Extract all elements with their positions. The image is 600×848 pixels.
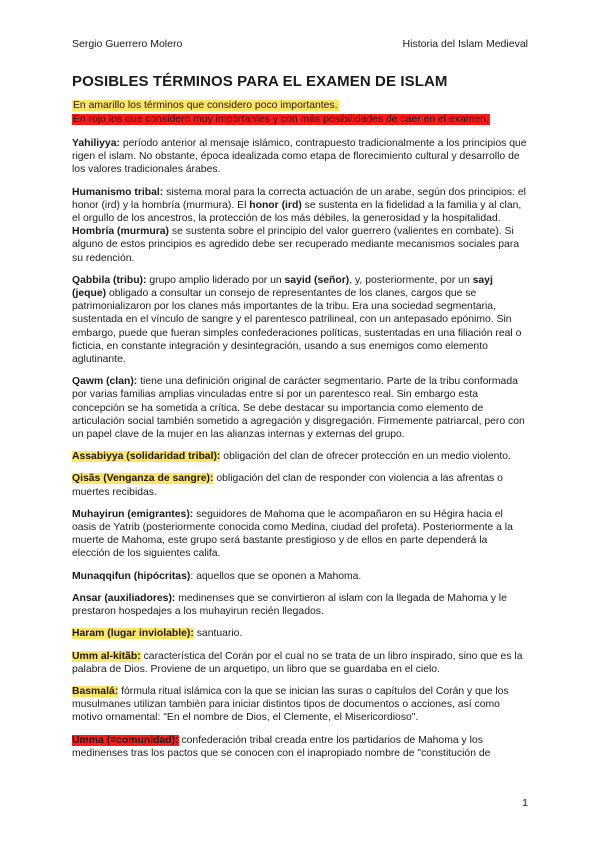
definition: tiene una definición original de carácter segmentario. Parte de la tribu conformada por varias familias amplias vinculadas entre sí por un parentesco real. Sin embargo esta concepción se ha sometida a crítica. Se debe destacar su importancia como elemento de articulación social también sometido a agregación y disgregación. Firmemente patriarcal, pero con un papel clave de la mujer en las alianzas internas y externas del grupo. — [72, 376, 525, 441]
definition: característica del Corán por el cual no se trata de un libro inspirado, sino que es la palabra de Dios. Proviene de un arquetipo, un libro que se guardaba en el cielo. — [72, 650, 523, 675]
document-body — [72, 99, 528, 769]
definition: santuario. — [193, 628, 243, 640]
entry-yahiliyya — [72, 137, 528, 177]
entry-umm-al-kitab — [72, 650, 528, 676]
term-highlight-yellow: Qisãs (Venganza de sangre): — [72, 473, 214, 485]
entry-qabbila — [72, 274, 528, 366]
definition: se sustenta en la fidelidad a la familia y al clan, el orgullo de los ancestros, la protección de los más débiles, la generosidad y la hospitalidad. — [72, 199, 522, 225]
page-title: POSIBLES TÉRMINOS PARA EL EXAMEN DE ISLAM — [72, 73, 448, 90]
definition: período anterior al mensaje islámico, contrapuesto tradicionalmente a los principios que rigen el islam. No obstante, época idealizada como etapa de florecimiento cultural y desarrollo de los valores tradicionales árabes. — [72, 138, 527, 176]
entry-haram — [72, 627, 528, 640]
entry-assabiyya — [72, 450, 528, 463]
definition: , y, posteriormente, por un — [349, 274, 473, 286]
entry-qisas — [72, 472, 528, 498]
entry-basmala — [72, 685, 528, 725]
term-highlight-yellow: Basmalá: — [72, 685, 119, 697]
page-number: 1 — [522, 797, 528, 809]
term: Ansar (auxiliadores): — [72, 592, 176, 604]
header-author: Sergio Guerrero Molero — [72, 38, 183, 50]
term: Muhayirun (emigrantes): — [72, 508, 194, 520]
definition: fórmula ritual islámica con la que se inician las suras o capítulos del Corán y que los musulmanes utilizan también para iniciar distintos tipos de documentos o acciones, así como motivo ornamental: "En el nombre de Dios, el Clemente, el Misericordioso". — [72, 685, 509, 724]
page-header — [72, 38, 528, 50]
definition: se sustenta sobre el principio del valor guerrero (valientes en combate). Si alguno de estos principios es agredido debe ser recuperado mediante mecanismos sociales para su redención. — [72, 226, 520, 264]
term: Humanismo tribal: — [72, 186, 164, 198]
definition: : aquellos que se oponen a Mahoma. — [190, 570, 362, 582]
legend-yellow: En amarillo los términos que considero poco importantes. — [73, 100, 338, 111]
definition: sistema moral para la correcta actuación de un arabe, según dos principios: el honor (ird) y la hombría (murmura). El — [72, 186, 526, 211]
term-highlight-yellow: Assabiyya (solidaridad tribal): — [72, 451, 221, 463]
entry-munaqqifun — [72, 570, 528, 583]
term-inline: Hombría (murmura) — [72, 226, 169, 238]
entry-ansar — [72, 592, 528, 618]
legend-red: En rojo los que considero muy importantes y con más posibilidades de caer en el examen. — [73, 114, 489, 125]
term-inline: honor (ird) — [249, 199, 302, 211]
term-inline: sayid (señor) — [284, 274, 350, 286]
header-course: Historia del Islam Medieval — [402, 38, 528, 50]
term-highlight-yellow: Umm al-kitãb: — [72, 650, 141, 662]
term: Munaqqifun (hipócritas) — [72, 570, 191, 582]
entry-humanismo-tribal — [72, 186, 528, 265]
term: Qabbila (tribu): — [72, 274, 147, 286]
term-inline: sayj (jeque) — [72, 274, 493, 300]
term: Qawm (clan): — [72, 376, 138, 388]
term-highlight-yellow: Haram (lugar inviolable): — [72, 628, 194, 640]
definition: obligación del clan de responder con violencia a las afrentas o muertes recibidas. — [72, 473, 503, 498]
entry-muhayirun — [72, 508, 528, 561]
definition: grupo amplio liderado por un — [146, 274, 285, 286]
definition: confederación tribal creada entre los partidarios de Mahoma y los medinenses tras los pactos que se conocen con el inapropiado nombre de "constitución de — [72, 734, 491, 759]
term-highlight-red: Umma (=comunidad): — [72, 734, 179, 746]
legend — [72, 99, 528, 127]
definition: obligado a consultar un consejo de representantes de los clanes, cargos que se patrimonializaron por los clanes más importantes de la tribu. Era una sociedad segmentaria, sustentada en el vínculo de sangre y el parentesco patrilineal, con un antepasado epónimo. Sin embargo, puede que fueran simples confederaciones políticas, sustentadas en una filiación real o ficticia, en constante integración y desintegración, usando a sus enemigos como elemento aglutinante. — [72, 288, 522, 366]
entry-umma — [72, 734, 528, 760]
definition: obligación del clan de ofrecer protección en un medio violento. — [220, 451, 511, 463]
entry-qawm — [72, 375, 528, 441]
definition: medinenses que se convirtieron al islam con la llegada de Mahoma y le prestaron hospedajes a los muhayirun recién llegados. — [72, 592, 507, 618]
term: Yahiliyya: — [72, 138, 120, 149]
definition: seguidores de Mahoma que le acompañaron en su Hégira hacia el oasis de Yatrib (posteriormente conocida como Medina, ciudad del profeta). Posteriormente a la muerte de Mahoma, este grupo será bastante prestigioso y de ellos en parte dependerá la elección de los siguientes califa. — [72, 508, 513, 560]
